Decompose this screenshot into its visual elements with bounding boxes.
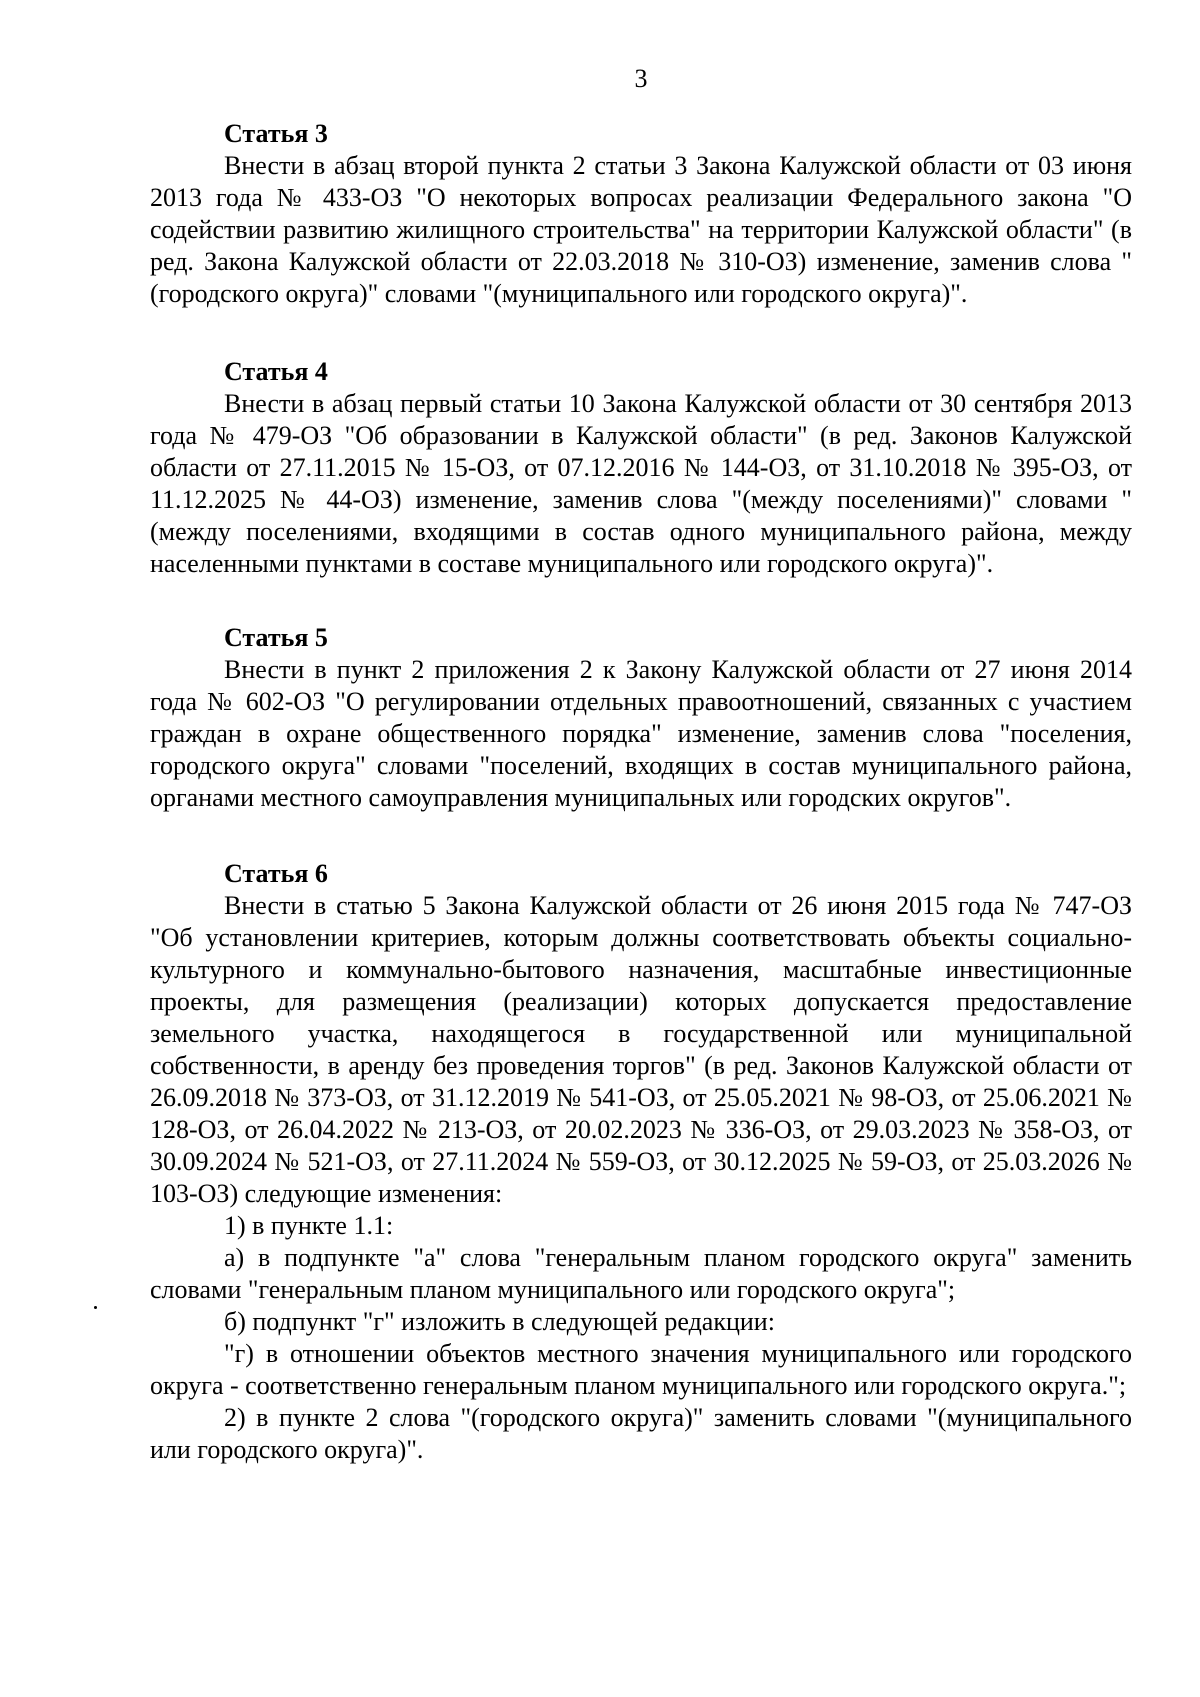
article-paragraph: Внести в абзац первый статьи 10 Закона Калужской области от 30 сентября 2013 года № 479-ОЗ "Об образовании в Калужской области" (в ред. Законов Калужской области от 27.11.2015 № 15-ОЗ, от 07.12.2016 № 144-ОЗ, от 31.10.2018 № 395-ОЗ, от 11.12.2025 № 44-ОЗ) изменение, заменив слова "(между поселениями)" словами "(между поселениями, входящими в состав одного муниципального района, между населенными пунктами в составе муниципального или городского округа)". [150, 389, 1132, 578]
article-list-item: а) в подпункте "а" слова "генеральным планом городского округа" заменить словами "генеральным планом муниципального или городского округа"; [150, 1243, 1132, 1304]
article-paragraph: Внести в абзац второй пункта 2 статьи 3 Закона Калужской области от 03 июня 2013 года № 433-ОЗ "О некоторых вопросах реализации Федерального закона "О содействии развитию жилищного строительства" на территории Калужской области" (в ред. Закона Калужской области от 22.03.2018 № 310-ОЗ) изменение, заменив слова "(городского округа)" словами "(муниципального или городского округа)". [150, 151, 1132, 308]
scan-speck [94, 1306, 97, 1309]
article-title: Статья 4 [224, 357, 328, 386]
page-number: 3 [634, 64, 648, 93]
article-3 [150, 118, 1132, 310]
article-6 [150, 858, 1132, 1466]
article-4 [150, 356, 1132, 580]
article-title: Статья 3 [224, 119, 328, 148]
article-list-item: 2) в пункте 2 слова "(городского округа)" заменить словами "(муниципального или городского округа)". [150, 1403, 1132, 1464]
article-paragraph: Внести в пункт 2 приложения 2 к Закону Калужской области от 27 июня 2014 года № 602-ОЗ "О регулировании отдельных правоотношений, связанных с участием граждан в охране общественного порядка" изменение, заменив слова "поселения, городского округа" словами "поселений, входящих в состав муниципального района, органами местного самоуправления муниципальных или городских округов". [150, 655, 1132, 812]
article-paragraph: Внести в статью 5 Закона Калужской области от 26 июня 2015 года № 747-ОЗ "Об установлении критериев, которым должны соответствовать объекты социально-культурного и коммунально-бытового назначения, масштабные инвестиционные проекты, для размещения (реализации) которых допускается предоставление земельного участка, находящегося в государственной или муниципальной собственности, в аренду без проведения торгов" (в ред. Законов Калужской области от 26.09.2018 № 373-ОЗ, от 31.12.2019 № 541-ОЗ, от 25.05.2021 № 98-ОЗ, от 25.06.2021 № 128-ОЗ, от 26.04.2022 № 213-ОЗ, от 20.02.2023 № 336-ОЗ, от 29.03.2023 № 358-ОЗ, от 30.09.2024 № 521-ОЗ, от 27.11.2024 № 559-ОЗ, от 30.12.2025 № 59-ОЗ, от 25.03.2026 № 103-ОЗ) следующие изменения: [150, 891, 1132, 1208]
article-title: Статья 5 [224, 623, 328, 652]
article-list-item: б) подпункт "г" изложить в следующей редакции: [224, 1307, 775, 1336]
article-list-item: 1) в пункте 1.1: [224, 1211, 394, 1240]
article-5 [150, 622, 1132, 814]
article-list-item: "г) в отношении объектов местного значения муниципального или городского округа - соответственно генеральным планом муниципального или городского округа."; [150, 1339, 1132, 1400]
article-title: Статья 6 [224, 859, 328, 888]
